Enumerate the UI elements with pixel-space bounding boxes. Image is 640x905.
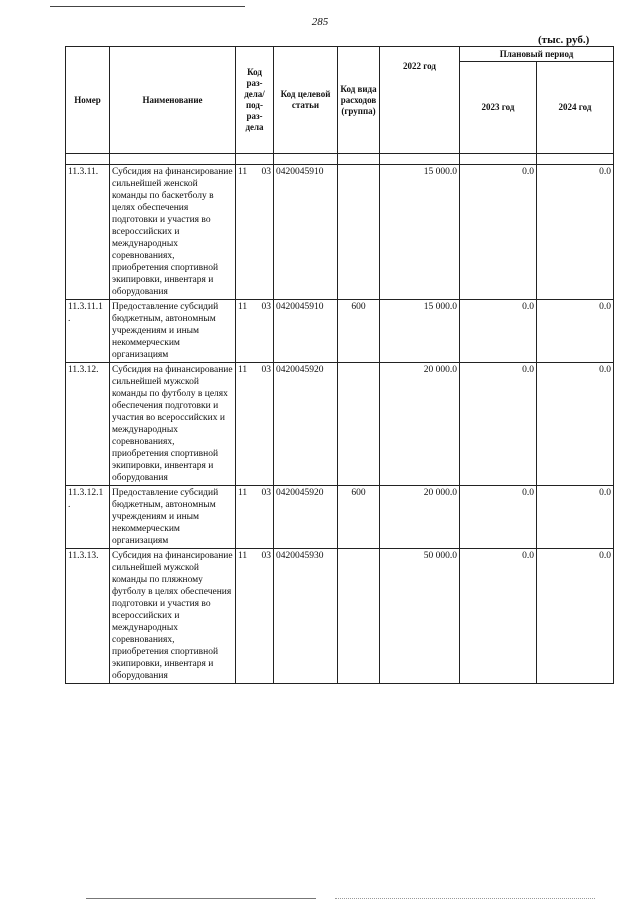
row-subsection-code: 03 bbox=[261, 488, 271, 498]
header-year-2022: 2022 год bbox=[380, 47, 460, 154]
row-2024: 0.0 bbox=[537, 165, 614, 300]
row-expense: 600 bbox=[338, 300, 380, 363]
header-section: Код раз- дела/ под- раз- дела bbox=[236, 47, 274, 154]
row-2023: 0.0 bbox=[460, 549, 537, 684]
row-name: Предоставление субсидий бюджетным, автономным учреждениям и иным некоммерческим организациям bbox=[110, 486, 236, 549]
row-section bbox=[236, 300, 274, 363]
row-section bbox=[236, 486, 274, 549]
header-number: Номер bbox=[66, 47, 110, 154]
header-expense: Код вида расходов (группа) bbox=[338, 47, 380, 154]
row-name: Субсидия на финансирование сильнейшей мужской команды по футболу в целях обеспечения подготовки и участия во всероссийских и международных соревнованиях, приобретения спортивной экипировки, инвентаря и оборудования bbox=[110, 363, 236, 486]
page-number: 285 bbox=[311, 16, 329, 28]
header-year-2023: 2023 год bbox=[460, 62, 537, 154]
row-expense bbox=[338, 363, 380, 486]
row-target: 0420045930 bbox=[274, 549, 338, 684]
row-number: 11.3.12. bbox=[66, 363, 110, 486]
row-section-code: 11 bbox=[238, 167, 248, 177]
row-target: 0420045910 bbox=[274, 300, 338, 363]
row-section bbox=[236, 363, 274, 486]
row-section bbox=[236, 165, 274, 300]
header-name: Наименование bbox=[110, 47, 236, 154]
row-target: 0420045920 bbox=[274, 486, 338, 549]
table-row bbox=[66, 165, 614, 300]
row-number: 11.3.13. bbox=[66, 549, 110, 684]
row-target: 0420045920 bbox=[274, 363, 338, 486]
row-number: 11.3.11. bbox=[66, 165, 110, 300]
top-rule bbox=[50, 6, 245, 7]
table-row bbox=[66, 363, 614, 486]
row-2024: 0.0 bbox=[537, 300, 614, 363]
row-subsection-code: 03 bbox=[261, 551, 271, 561]
row-subsection-code: 03 bbox=[261, 302, 271, 312]
header-gap-row bbox=[66, 154, 614, 165]
row-number: 11.3.12.1 . bbox=[66, 486, 110, 549]
row-section-code: 11 bbox=[238, 365, 248, 375]
row-2024: 0.0 bbox=[537, 486, 614, 549]
bottom-rule bbox=[86, 898, 316, 899]
row-section-code: 11 bbox=[238, 551, 248, 561]
row-expense bbox=[338, 165, 380, 300]
row-section-code: 11 bbox=[238, 302, 248, 312]
table-row bbox=[66, 549, 614, 684]
row-2022: 15 000.0 bbox=[380, 300, 460, 363]
table-row bbox=[66, 300, 614, 363]
row-2022: 20 000.0 bbox=[380, 363, 460, 486]
header-plan-period: Плановый период bbox=[460, 47, 614, 62]
row-expense bbox=[338, 549, 380, 684]
row-subsection-code: 03 bbox=[261, 167, 271, 177]
row-expense: 600 bbox=[338, 486, 380, 549]
header-target: Код целевой статьи bbox=[274, 47, 338, 154]
row-subsection-code: 03 bbox=[261, 365, 271, 375]
row-target: 0420045910 bbox=[274, 165, 338, 300]
row-2023: 0.0 bbox=[460, 363, 537, 486]
table-row bbox=[66, 486, 614, 549]
row-section bbox=[236, 549, 274, 684]
row-2022: 15 000.0 bbox=[380, 165, 460, 300]
units-label: (тыс. руб.) bbox=[538, 34, 590, 46]
row-2023: 0.0 bbox=[460, 165, 537, 300]
row-2023: 0.0 bbox=[460, 486, 537, 549]
row-2023: 0.0 bbox=[460, 300, 537, 363]
bottom-faded-rule bbox=[335, 898, 595, 899]
row-2022: 50 000.0 bbox=[380, 549, 460, 684]
row-number: 11.3.11.1 . bbox=[66, 300, 110, 363]
row-name: Субсидия на финансирование сильнейшей женской команды по баскетболу в целях обеспечения подготовки и участия во всероссийских и международных соревнованиях, приобретения спортивной экипировки, инвентаря и оборудования bbox=[110, 165, 236, 300]
row-2022: 20 000.0 bbox=[380, 486, 460, 549]
row-2024: 0.0 bbox=[537, 549, 614, 684]
row-2024: 0.0 bbox=[537, 363, 614, 486]
row-name: Предоставление субсидий бюджетным, автономным учреждениям и иным некоммерческим организациям bbox=[110, 300, 236, 363]
row-name: Субсидия на финансирование сильнейшей мужской команды по пляжному футболу в целях обеспечения подготовки и участия во всероссийских и международных соревнованиях, приобретения спортивной экипировки, инвентаря и оборудования bbox=[110, 549, 236, 684]
row-section-code: 11 bbox=[238, 488, 248, 498]
budget-table bbox=[65, 46, 614, 684]
header-year-2024: 2024 год bbox=[537, 62, 614, 154]
